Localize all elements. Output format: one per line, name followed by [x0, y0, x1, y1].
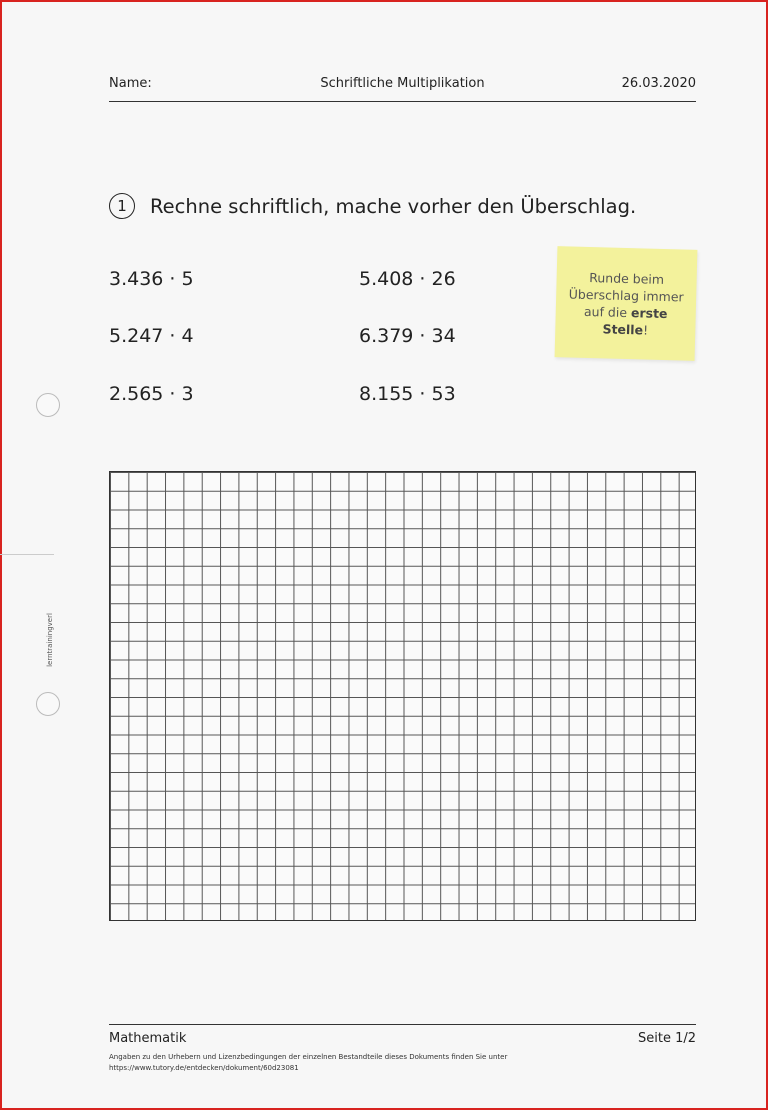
fold-mark	[0, 554, 54, 555]
problem-item: 5.247 · 4	[109, 325, 194, 347]
footer-legal-text: Angaben zu den Urhebern und Lizenzbedingungen der einzelnen Bestandteile dieses Dokuments finden Sie unter	[109, 1053, 508, 1061]
calculation-grid	[109, 471, 696, 921]
side-label: lerntrainingverl	[46, 613, 54, 667]
footer-legal	[109, 1052, 696, 1074]
worksheet-date: 26.03.2020	[621, 76, 696, 91]
worksheet-title: Schriftliche Multiplikation	[320, 76, 485, 91]
punch-hole	[36, 393, 60, 417]
worksheet-footer	[109, 1024, 696, 1074]
task-instruction: Rechne schriftlich, mache vorher den Überschlag.	[150, 194, 637, 218]
problem-item: 5.408 · 26	[359, 268, 456, 290]
task-heading	[109, 193, 636, 219]
footer-subject: Mathematik	[109, 1031, 187, 1046]
sticky-note	[555, 246, 698, 361]
task-number-circle: 1	[109, 193, 135, 219]
footer-legal-url: https://www.tutory.de/entdecken/dokument/60d23081	[109, 1064, 299, 1072]
problem-item: 6.379 · 34	[359, 325, 456, 347]
footer-page-number: Seite 1/2	[637, 1031, 696, 1046]
punch-hole	[36, 692, 60, 716]
problem-item: 8.155 · 53	[359, 383, 456, 405]
sticky-note-bold: erste Stelle	[602, 304, 668, 337]
worksheet-header	[109, 74, 696, 102]
name-label: Name:	[109, 76, 152, 91]
problem-item: 2.565 · 3	[109, 383, 194, 405]
problem-item: 3.436 · 5	[109, 268, 194, 290]
sticky-note-text: Runde beim Überschlag immer auf die erste Stelle!	[568, 269, 684, 338]
